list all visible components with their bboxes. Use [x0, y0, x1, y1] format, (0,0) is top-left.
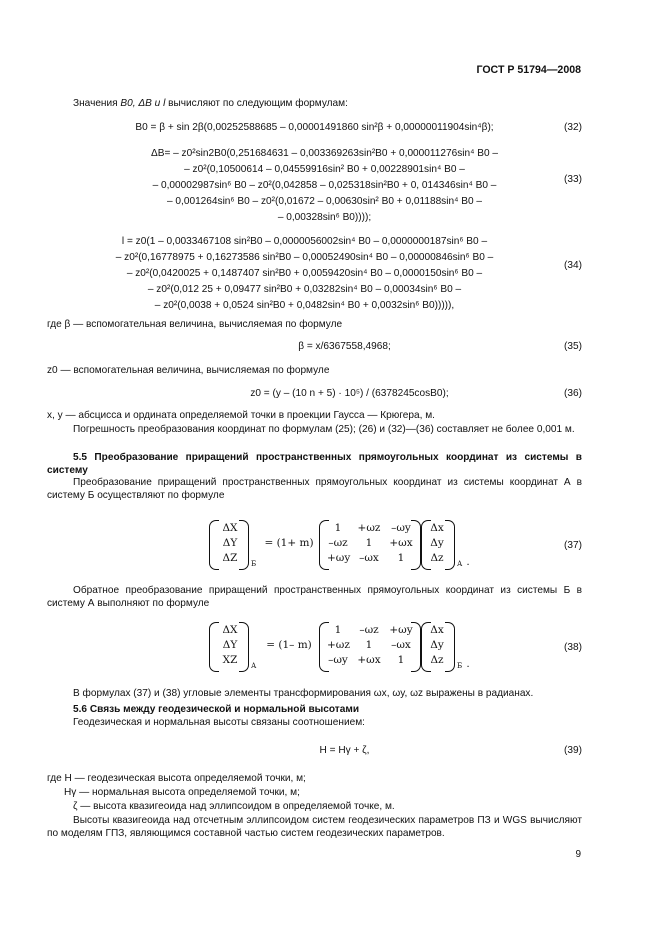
accuracy-text: Погрешность преобразования координат по формулам (25); (26) и (32)—(36) составляет не более 0,001 м. — [73, 424, 575, 435]
equation-32-number: (32) — [564, 122, 582, 133]
left-vector-bracket-close — [239, 520, 249, 570]
matrix-cell: –ωx — [359, 552, 379, 564]
right-vector-cell: Δx — [430, 624, 444, 636]
matrix-bracket-close — [411, 520, 421, 570]
section-5-5-title: 5.5 Преобразование приращений пространственных прямоугольных координат из системы в систему — [47, 452, 582, 476]
matrix-bracket-close — [411, 622, 421, 672]
equation-39-formula: H = Hγ + ζ, — [319, 745, 370, 756]
equation-33-line: – z0²(0,10500614 – 0,04559916sin² B0 + 0,00228901sin⁴ B0 – — [184, 164, 465, 175]
left-vector-cell: ΔZ — [222, 552, 238, 564]
reverse-transform-paragraph — [47, 585, 582, 610]
z0-definition — [47, 365, 582, 378]
matrix-cell: –ωy — [391, 522, 411, 534]
left-vector-system: Б — [251, 560, 257, 568]
matrix-cell: 1 — [397, 654, 405, 666]
equation-36-number: (36) — [564, 388, 582, 399]
right-vector-bracket-close — [445, 520, 455, 570]
equation-37 — [47, 520, 582, 580]
matrix-cell: +ωx — [389, 537, 413, 549]
equation-trailing-dot: . — [466, 556, 470, 568]
equation-35 — [47, 341, 582, 354]
equation-35-number: (35) — [564, 341, 582, 352]
equation-38 — [47, 622, 582, 682]
xy-definition — [47, 410, 582, 423]
page-number: 9 — [575, 849, 581, 860]
right-vector-cell: Δz — [430, 654, 444, 666]
intro-paragraph — [47, 98, 582, 111]
matrix-cell: +ωy — [327, 552, 351, 564]
right-vector-cell: Δy — [430, 537, 444, 549]
matrix-cell: +ωx — [357, 654, 381, 666]
section-5-6-title: 5.6 Связь между геодезической и нормальной высотами — [73, 704, 360, 715]
reverse-transform-text: Обратное преобразование приращений пространственных прямоугольных координат из системы Б в систему А выполняют по формуле — [47, 585, 582, 609]
right-vector-system: А — [457, 560, 463, 568]
matrix-cell: –ωx — [391, 639, 411, 651]
left-vector-system: А — [251, 662, 257, 670]
matrix-cell: 1 — [365, 639, 373, 651]
xy-definition-text: x, y — абсцисса и ордината определяемой точки в проекции Гаусса — Крюгера, м. — [47, 410, 435, 421]
right-vector-bracket-close — [445, 622, 455, 672]
right-vector-cell: Δz — [430, 552, 444, 564]
equation-34 — [47, 234, 582, 314]
matrix-cell: –ωz — [359, 624, 379, 636]
left-vector-cell: XZ — [222, 654, 238, 666]
matrix-cell: +ωz — [357, 522, 381, 534]
section-5-5-paragraph: Преобразование приращений пространственных прямоугольных координат из системы координат А в систему Б осуществляют по формуле — [47, 477, 582, 501]
equation-34-line: – z0²(0,0420025 + 0,1487407 sin²B0 + 0,0059420sin⁴ B0 – 0,0000150sin⁶ B0 – — [126, 268, 483, 279]
final-paragraph-text: Высоты квазигеоида над отсчетным эллипсоидом систем геодезических параметров ПЗ и WGS вычисляют по моделям ГПЗ, являющимся составной частью систем геодезических параметров. — [47, 815, 582, 839]
matrix-cell: 1 — [334, 522, 342, 534]
right-vector-cell: Δx — [430, 522, 444, 534]
angles-note — [47, 688, 582, 701]
right-vector-cell: Δy — [430, 639, 444, 651]
definition-h-gamma: Hγ — нормальная высота определяемой точки, м; — [64, 787, 300, 798]
equation-35-formula: β = x/6367558,4968; — [298, 341, 391, 352]
definition-zeta: ζ — высота квазигеоида над эллипсоидом в определяемой точке, м. — [73, 801, 395, 812]
section-5-5 — [47, 452, 582, 502]
where-beta-text — [47, 319, 582, 332]
section-5-6-paragraph: Геодезическая и нормальная высоты связаны соотношением: — [73, 716, 365, 728]
equation-34-line: – z0²(0,0038 + 0,0524 sin²B0 + 0,0482sin⁴ B0 + 0,0032sin⁶ B0))))), — [154, 300, 455, 311]
matrix-cell: +ωy — [389, 624, 413, 636]
equation-38-number: (38) — [564, 642, 582, 653]
equation-34-line: – z0²(0,16778975 + 0,16273586 sin²B0 – 0,00052490sin⁴ B0 – 0,00000846sin⁶ B0 – — [115, 252, 494, 263]
matrix-cell: 1 — [397, 552, 405, 564]
equation-33-line: – 0,00002987sin⁶ B0 – z0²(0,042858 – 0,025318sin²B0 + 0, 014346sin⁴ B0 – — [152, 180, 497, 191]
intro-vars: B0, ΔB и l — [120, 98, 166, 109]
equation-34-number: (34) — [564, 260, 582, 271]
left-vector-cell: ΔX — [222, 522, 238, 534]
definition-h: где H — геодезическая высота определяемой точки, м; — [47, 773, 306, 784]
equation-39 — [47, 745, 582, 758]
angles-note-text: В формулах (37) и (38) угловые элементы трансформирования ωx, ωy, ωz выражены в радианах. — [73, 688, 534, 699]
left-vector-cell: ΔX — [222, 624, 238, 636]
document-id: ГОСТ Р 51794—2008 — [476, 64, 581, 76]
accuracy-paragraph — [47, 424, 582, 437]
equation-33-line: – 0,001264sin⁶ B0 – z0²(0,01672 – 0,00630sin² B0 + 0,01188sin⁴ B0 – — [167, 196, 482, 207]
equation-36 — [47, 388, 582, 401]
equation-33 — [47, 146, 582, 226]
scale-factor: = (1+ m) — [264, 537, 314, 549]
equation-39-number: (39) — [564, 745, 582, 756]
intro-text-after: вычисляют по следующим формулам: — [165, 98, 348, 109]
equation-37-number: (37) — [564, 540, 582, 551]
matrix-cell: 1 — [365, 537, 373, 549]
where-beta-sentence: где β — вспомогательная величина, вычисляемая по формуле — [47, 319, 343, 330]
equation-33-line: – 0,00328sin⁶ B0)))); — [277, 212, 372, 223]
equation-34-line: – z0²(0,012 25 + 0,09477 sin²B0 + 0,03282sin⁴ B0 – 0,00034sin⁶ B0 – — [147, 284, 462, 295]
final-paragraph — [47, 815, 582, 840]
left-vector-cell: ΔY — [222, 639, 238, 651]
matrix-cell: –ωz — [328, 537, 348, 549]
equation-34-line: l = z0(1 – 0,0033467108 sin²B0 – 0,0000056002sin⁴ B0 – 0,0000000187sin⁶ B0 – — [121, 236, 488, 247]
matrix-cell: –ωy — [328, 654, 348, 666]
equation-33-line: ΔB= – z0²sin2B0(0,251684631 – 0,003369263sin²B0 + 0,000011276sin⁴ B0 – — [150, 148, 499, 159]
equation-32 — [47, 122, 582, 135]
equation-36-formula: z0 = (y – (10 n + 5) · 10⁵) / (6378245cosB0); — [250, 388, 449, 399]
z0-definition-text: z0 — вспомогательная величина, вычисляемая по формуле — [47, 365, 330, 376]
equation-33-number: (33) — [564, 174, 582, 185]
matrix-cell: 1 — [334, 624, 342, 636]
section-5-6 — [47, 704, 582, 729]
matrix-cell: +ωz — [327, 639, 350, 651]
intro-text-before: Значения — [73, 98, 121, 109]
left-vector-bracket-close — [239, 622, 249, 672]
left-vector-cell: ΔY — [222, 537, 238, 549]
equation-trailing-dot: . — [466, 658, 470, 670]
right-vector-system: Б — [457, 662, 463, 670]
scale-factor: = (1– m) — [266, 639, 312, 651]
equation-32-formula: B0 = β + sin 2β(0,00252588685 – 0,00001491860 sin²β + 0,00000011904sin⁴β); — [135, 122, 494, 133]
